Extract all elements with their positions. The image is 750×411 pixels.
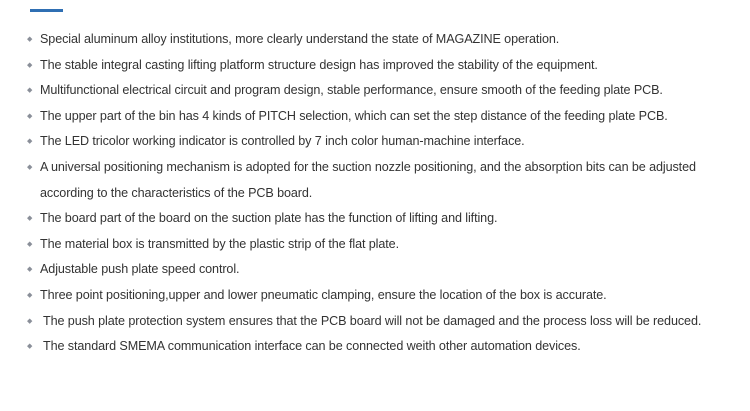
diamond-bullet-icon: ◆ (27, 112, 33, 120)
diamond-bullet-icon: ◆ (27, 317, 33, 325)
diamond-bullet-icon: ◆ (27, 87, 33, 95)
list-item-text: The upper part of the bin has 4 kinds of PITCH selection, which can set the step distance of the feeding plate PCB. (40, 108, 668, 123)
diamond-bullet-icon: ◆ (27, 343, 33, 351)
list-item-text: The push plate protection system ensures that the PCB board will not be damaged and the process loss will be reduced. (43, 313, 702, 328)
list-item-text: A universal positioning mechanism is adopted for the suction nozzle positioning, and the absorption bits can be adjusted according to the characteristics of the PCB board. (40, 159, 696, 200)
list-item-text: Multifunctional electrical circuit and program design, stable performance, ensure smooth of the feeding plate PCB. (40, 83, 663, 98)
list-item (27, 53, 742, 79)
list-item (27, 27, 742, 53)
list-item (27, 232, 742, 258)
list-item (27, 129, 742, 155)
diamond-bullet-icon: ◆ (27, 61, 33, 69)
list-item-text: The LED tricolor working indicator is controlled by 7 inch color human-machine interface. (40, 134, 525, 149)
list-item (27, 104, 742, 130)
diamond-bullet-icon: ◆ (27, 291, 33, 299)
feature-list (27, 27, 742, 360)
diamond-bullet-icon: ◆ (27, 240, 33, 248)
list-item (27, 155, 742, 206)
list-item (27, 257, 742, 283)
list-item (27, 206, 742, 232)
diamond-bullet-icon: ◆ (27, 215, 33, 223)
diamond-bullet-icon: ◆ (27, 266, 33, 274)
list-item (27, 78, 742, 104)
list-item-text: The board part of the board on the suction plate has the function of lifting and lifting. (40, 211, 498, 226)
diamond-bullet-icon: ◆ (27, 36, 33, 43)
list-item-text: Adjustable push plate speed control. (40, 262, 240, 277)
list-item-text: The stable integral casting lifting platform structure design has improved the stability of the equipment. (40, 57, 598, 72)
diamond-bullet-icon: ◆ (27, 138, 33, 146)
diamond-bullet-icon: ◆ (27, 163, 33, 171)
list-item-text: Three point positioning,upper and lower pneumatic clamping, ensure the location of the box is accurate. (40, 287, 607, 302)
list-item-text: The standard SMEMA communication interface can be connected weith other automation devices. (43, 339, 581, 354)
list-item (27, 309, 742, 335)
section-accent-line (30, 9, 63, 12)
list-item-text: Special aluminum alloy institutions, more clearly understand the state of MAGAZINE operation. (40, 32, 560, 46)
list-item (27, 283, 742, 309)
list-item-text: The material box is transmitted by the plastic strip of the flat plate. (40, 236, 399, 251)
list-item (27, 334, 742, 360)
